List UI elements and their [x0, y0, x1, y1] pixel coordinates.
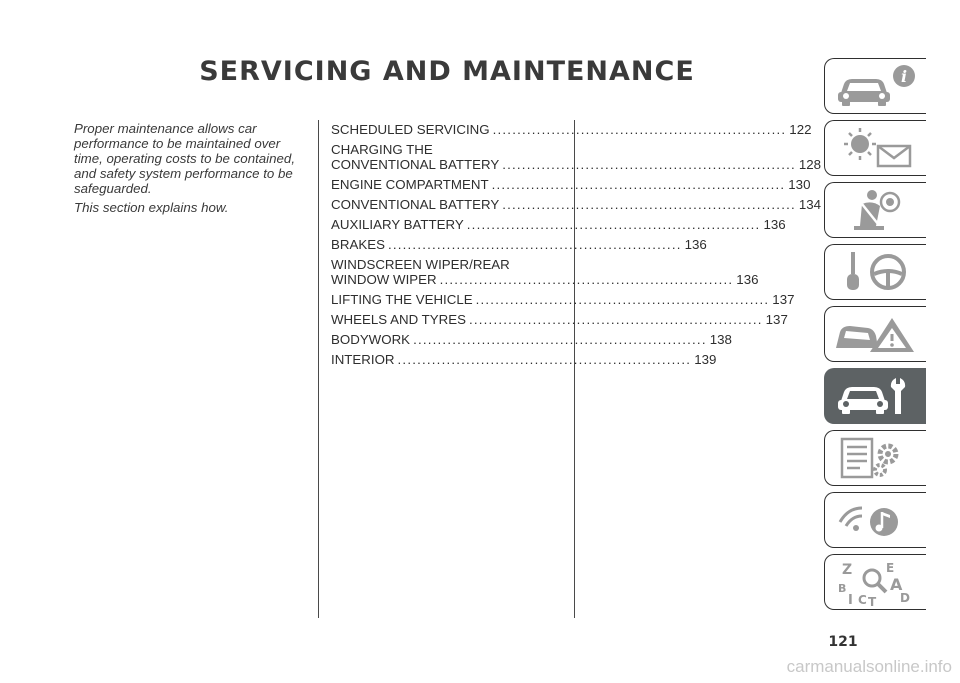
- svg-text:Z: Z: [841, 562, 852, 578]
- toc-entry-title: WHEELS AND TYRES: [331, 312, 466, 327]
- airbag-seatbelt-icon: [832, 186, 920, 234]
- toc-entry-page: 134: [798, 197, 822, 212]
- toc-entry-page: 139: [694, 352, 717, 367]
- toc-entry-title: SCHEDULED SERVICING: [331, 122, 490, 137]
- toc-leader-dots: ............................................................: [492, 122, 787, 137]
- specifications-gear-icon: [832, 434, 920, 482]
- key-steering-wheel-icon: [832, 248, 920, 296]
- svg-text:T: T: [867, 595, 876, 609]
- toc-entry-title: BRAKES: [331, 237, 385, 252]
- toc-entry-page: 122: [789, 122, 812, 137]
- toc-leader-dots: ............................................................: [466, 217, 761, 232]
- toc-entry-page: 136: [763, 217, 786, 232]
- toc-entry[interactable]: [331, 177, 811, 192]
- tab-safety[interactable]: [824, 182, 926, 238]
- tab-knowing-your-car[interactable]: [824, 58, 926, 114]
- toc-leader-dots: ............................................................: [475, 292, 770, 307]
- svg-text:A: A: [889, 575, 902, 594]
- toc-leader-dots: ............................................................: [439, 272, 734, 287]
- toc-entry-title: LIFTING THE VEHICLE: [331, 292, 473, 307]
- tab-servicing-and-maintenance[interactable]: [824, 368, 926, 424]
- toc-leader-dots: ............................................................: [502, 157, 796, 172]
- tab-index[interactable]: [824, 554, 926, 610]
- toc-entry[interactable]: [331, 352, 717, 367]
- intro-text: [74, 121, 304, 219]
- svg-text:D: D: [899, 591, 910, 605]
- intro-paragraph: This section explains how.: [74, 200, 229, 215]
- toc-entry-title: INTERIOR: [331, 352, 395, 367]
- toc-entry-title: WINDOW WIPER: [331, 272, 437, 287]
- toc-entry-title: CONVENTIONAL BATTERY: [331, 157, 500, 172]
- toc-entry[interactable]: [331, 332, 732, 347]
- svg-text:I: I: [847, 593, 853, 608]
- toc-leader-dots: ............................................................: [502, 197, 796, 212]
- tab-dashboard[interactable]: [824, 120, 926, 176]
- warning-light-message-icon: [832, 124, 920, 172]
- toc-entry-title: AUXILIARY BATTERY: [331, 217, 464, 232]
- tab-multimedia[interactable]: [824, 492, 926, 548]
- toc-entry-page: 136: [736, 272, 759, 287]
- multimedia-music-icon: [832, 496, 920, 544]
- svg-text:i: i: [900, 67, 907, 86]
- toc-entry[interactable]: [331, 257, 759, 287]
- toc-leader-dots: ............................................................: [397, 352, 692, 367]
- toc-entry[interactable]: [331, 142, 822, 172]
- tab-in-an-emergency[interactable]: [824, 306, 926, 362]
- toc-entry-page: 137: [765, 312, 788, 327]
- tab-starting-and-driving[interactable]: [824, 244, 926, 300]
- toc-leader-dots: ............................................................: [387, 237, 682, 252]
- toc-entry[interactable]: [331, 292, 795, 307]
- table-of-contents: [331, 122, 822, 372]
- tab-technical-data[interactable]: [824, 430, 926, 486]
- toc-entry[interactable]: [331, 197, 822, 212]
- toc-entry-page: 130: [788, 177, 811, 192]
- intro-paragraph: Proper maintenance allows car performance to be maintained over time, operating costs to be contained, and safety system performance to be safeguarded.: [74, 121, 296, 196]
- toc-entry[interactable]: [331, 217, 786, 232]
- toc-entry[interactable]: [331, 312, 788, 327]
- column-divider: [318, 120, 319, 618]
- toc-entry-page: 128: [798, 157, 822, 172]
- toc-leader-dots: ............................................................: [491, 177, 786, 192]
- toc-entry-title: BODYWORK: [331, 332, 411, 347]
- alphabetical-index-icon: [832, 558, 920, 609]
- car-info-icon: [832, 62, 920, 110]
- toc-entry-title: WINDSCREEN WIPER/REAR: [331, 257, 510, 272]
- toc-entry-page: 137: [772, 292, 795, 307]
- toc-entry-page: 138: [709, 332, 732, 347]
- toc-entry-title: ENGINE COMPARTMENT: [331, 177, 489, 192]
- svg-text:B: B: [837, 582, 846, 595]
- toc-entry-title: CHARGING THE: [331, 142, 433, 157]
- toc-entry-page: 136: [684, 237, 707, 252]
- svg-text:E: E: [885, 561, 894, 575]
- page-title: SERVICING AND MAINTENANCE: [199, 56, 695, 87]
- toc-entry[interactable]: [331, 237, 707, 252]
- car-wrench-icon: [832, 372, 920, 420]
- toc-entry[interactable]: [331, 122, 812, 137]
- svg-text:C: C: [857, 593, 867, 607]
- page-number: 121: [828, 634, 858, 650]
- toc-leader-dots: ............................................................: [468, 312, 763, 327]
- watermark-text: carmanualsonline.info: [786, 657, 952, 676]
- column-divider: [574, 120, 575, 618]
- toc-leader-dots: ............................................................: [413, 332, 707, 347]
- car-breakdown-warning-icon: [832, 310, 920, 358]
- toc-entry-title: CONVENTIONAL BATTERY: [331, 197, 500, 212]
